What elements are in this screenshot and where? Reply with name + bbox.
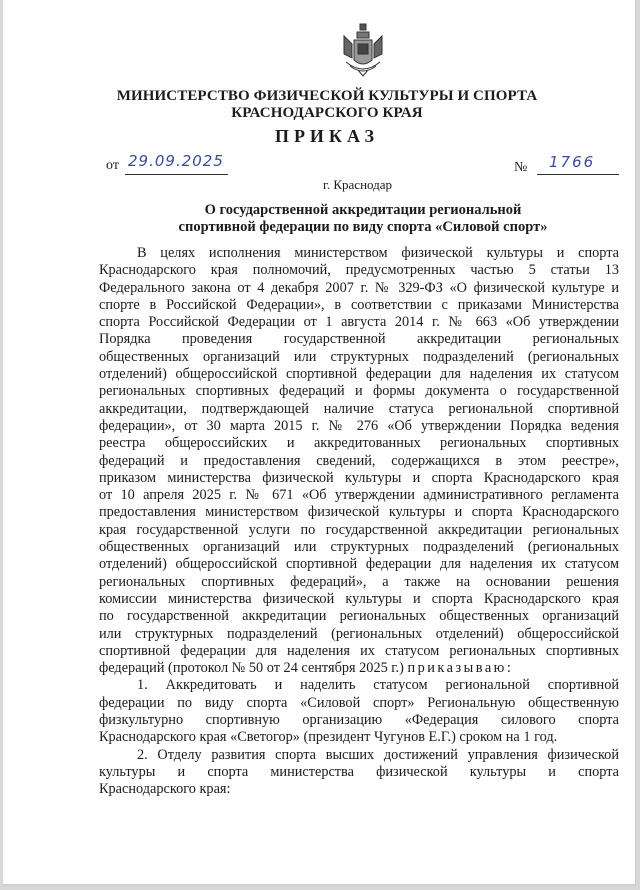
- ministry-name-line1: МИНИСТЕРСТВО ФИЗИЧЕСКОЙ КУЛЬТУРЫ И СПОРТА: [116, 88, 538, 104]
- body-line: Федерального закона от 4 декабря 2007 г. № 329-ФЗ «О физической культуре и: [99, 279, 619, 296]
- document-body: [99, 245, 619, 799]
- body-line: Порядка проведения государственной аккредитации региональных: [99, 331, 619, 348]
- body-line: отделений) общероссийской спортивной федерации для наделения их статусом: [99, 556, 619, 573]
- protocol-line: [99, 660, 619, 677]
- body-line: реестра общероссийских и аккредитованных региональных спортивных: [99, 435, 619, 452]
- order-word: приказываю:: [407, 660, 514, 677]
- body-line: отделений) общероссийской спортивной федерации для наделения их статусом: [99, 366, 619, 383]
- item2-line: культуры и спорта министерства физической культуры и спорта: [99, 763, 619, 780]
- item2-line: Краснодарского края:: [99, 781, 231, 798]
- body-line: Краснодарского края полномочий, предусмотренных частью 5 статьи 13: [99, 262, 619, 279]
- city: г. Краснодар: [323, 177, 393, 192]
- document-page: [3, 0, 636, 886]
- date-value: 29.09.2025: [125, 152, 228, 175]
- item2-line: 2. Отделу развития спорта высших достижений управления физической: [137, 746, 619, 763]
- ministry-name-line2: КРАСНОДАРСКОГО КРАЯ: [231, 105, 423, 121]
- item1-line: физкультурно спортивную организацию «Федерация силового спорта: [99, 712, 619, 729]
- item1-line: федерации по виду спорта «Силовой спорт» Региональную общественную: [99, 694, 619, 711]
- body-line: спорте в Российской Федерации», в соответствии с приказами Министерства: [99, 296, 619, 313]
- protocol-text: федераций (протокол № 50 от 24 сентября 2025 г.): [99, 660, 404, 677]
- body-line: аккредитации, подтверждающей наличие статуса региональной спортивной: [99, 400, 619, 417]
- body-line: приказом министерства физической культуры и спорта Краснодарского края: [99, 469, 619, 486]
- document-title-line2: спортивной федерации по виду спорта «Силовой спорт»: [178, 219, 548, 235]
- body-line: от 10 апреля 2025 г. № 671 «Об утверждении административного регламента: [99, 487, 619, 504]
- number-value: 1766: [537, 153, 619, 175]
- document-title-line1: О государственной аккредитации региональной: [204, 202, 522, 218]
- body-line: общественных организаций или структурных подразделений (региональных: [99, 539, 619, 556]
- body-line: спортивной федерации для наделения их статусом региональных спортивных: [99, 642, 619, 659]
- number-label: №: [514, 160, 528, 175]
- body-line: или структурных подразделений (региональных отделений) общероссийской: [99, 625, 619, 642]
- body-line: федерации», от 30 марта 2015 г. № 276 «Об утверждении Порядка ведения: [99, 417, 619, 434]
- body-line: по государственной аккредитации региональных общественных организаций: [99, 608, 619, 625]
- body-line: региональных спортивных федераций», а также на основании решения: [99, 573, 619, 590]
- body-line: общественных организаций или структурных подразделений (региональных: [99, 348, 619, 365]
- date-label: от: [106, 158, 119, 173]
- body-line: комиссии министерства физической культуры и спорта Краснодарского края: [99, 590, 619, 607]
- body-line: края государственной услуги по государственной аккредитации региональных: [99, 521, 619, 538]
- document-type: ПРИКАЗ: [274, 126, 380, 146]
- body-line: предоставления министерством физической культуры и спорта Краснодарского: [99, 504, 619, 521]
- item1-line: 1. Аккредитовать и наделить статусом региональной спортивной: [137, 677, 619, 694]
- item1-line: Краснодарского края «Светогор» (президент Чугунов Е.Г.) сроком на 1 год.: [99, 729, 558, 746]
- body-line: В целях исполнения министерством физической культуры и спорта: [137, 245, 619, 261]
- coat-of-arms-icon: [340, 22, 386, 78]
- body-line: региональных спортивных федераций и формы документа о государственной: [99, 383, 619, 400]
- body-line: спорта Российской Федерации от 1 августа 2014 г. № 663 «Об утверждении: [99, 314, 619, 331]
- body-line: федераций и предоставления сведений, содержащихся в этом реестре»,: [99, 452, 619, 469]
